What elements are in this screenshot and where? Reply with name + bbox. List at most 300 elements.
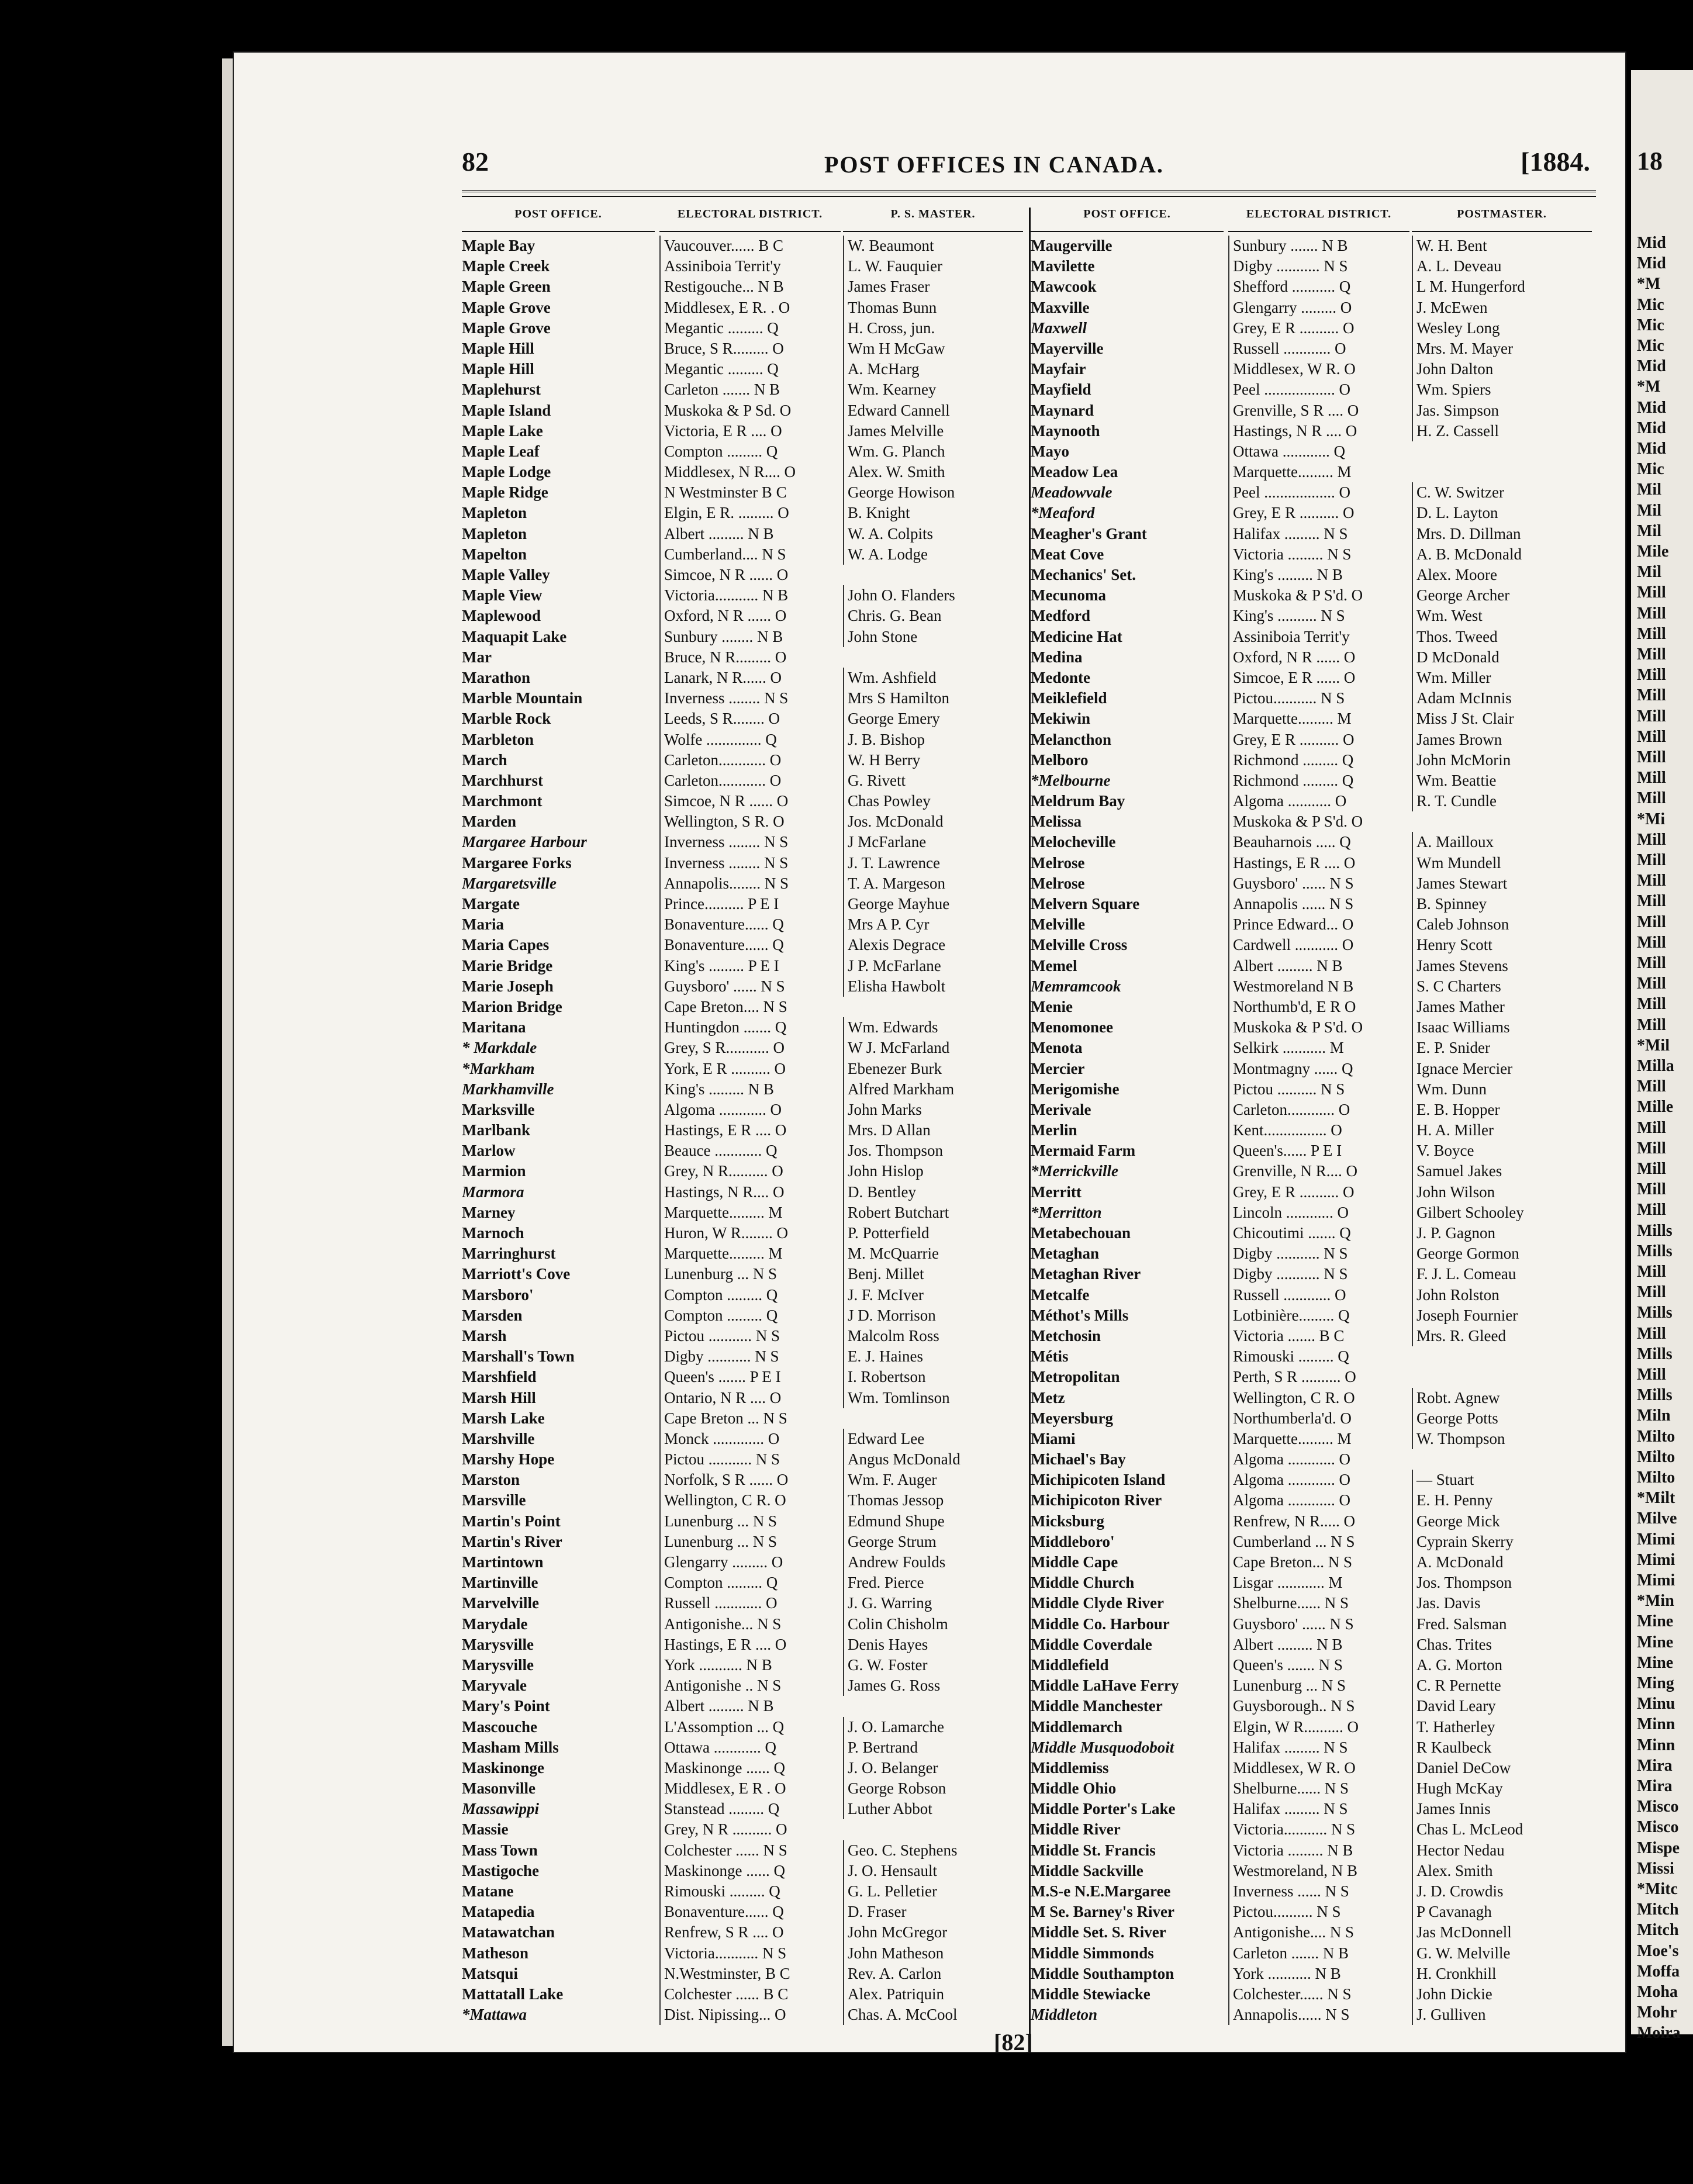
master-cell: Wm Mundell: [1412, 853, 1592, 873]
district-cell: Pictou .......... N S: [1228, 1079, 1409, 1100]
post-office-cell: Maynooth: [1031, 421, 1100, 440]
next-page-line: Mid: [1637, 440, 1666, 458]
table-row: [462, 647, 1023, 668]
district-cell: Inverness ........ N S: [659, 688, 841, 709]
table-row: [462, 503, 1023, 523]
table-row: [462, 585, 1023, 606]
table-row: [1031, 1737, 1592, 1758]
master-cell: John Wilson: [1412, 1182, 1592, 1202]
table-row: [462, 2005, 1023, 2025]
post-office-cell: Middle Porter's Lake: [1031, 1800, 1176, 1818]
master-cell: Edward Cannell: [843, 400, 1023, 421]
table-row: [1031, 1614, 1592, 1634]
district-cell: Renfrew, N R..... O: [1228, 1511, 1409, 1532]
master-cell: H. Cronkhill: [1412, 1964, 1592, 1984]
table-row: [462, 853, 1023, 873]
post-office-cell: Marie Joseph: [462, 977, 554, 995]
post-office-cell: Marbleton: [462, 730, 534, 748]
table-row: [1031, 318, 1592, 338]
district-cell: King's .......... N S: [1228, 606, 1409, 626]
post-office-cell: Metabechouan: [1031, 1224, 1131, 1242]
table-row: [462, 770, 1023, 791]
post-office-cell: Marnoch: [462, 1224, 524, 1242]
master-cell: H. Z. Cassell: [1412, 421, 1592, 441]
master-cell: John O. Flanders: [843, 585, 1023, 606]
master-cell: Daniel DeCow: [1412, 1758, 1592, 1778]
district-cell: Middlesex, N R.... O: [659, 462, 841, 482]
table-row: [462, 1614, 1023, 1634]
post-office-cell: *Markham: [462, 1059, 535, 1077]
next-page-line: Mic: [1637, 460, 1664, 479]
post-office-cell: Melissa: [1031, 813, 1082, 831]
post-office-cell: Maple Leaf: [462, 442, 540, 460]
next-page-line: Mimi: [1637, 1550, 1675, 1569]
next-page-line: Minn: [1637, 1736, 1675, 1754]
post-office-cell: Micksburg: [1031, 1512, 1105, 1530]
next-page-line: Mira: [1637, 1777, 1673, 1795]
master-cell: Mrs. D Allan: [843, 1120, 1023, 1141]
post-office-cell: *Mattawa: [462, 2006, 527, 2024]
table-row: [1031, 1552, 1592, 1573]
table-row: [1031, 1120, 1592, 1141]
post-office-cell: Metz: [1031, 1388, 1065, 1407]
table-row: [462, 1840, 1023, 1861]
next-page-line: Mill: [1637, 686, 1666, 705]
next-page-line: Mill: [1637, 872, 1666, 890]
district-cell: Halifax ......... N S: [1228, 1799, 1409, 1819]
master-cell: C. R Pernette: [1412, 1675, 1592, 1696]
post-office-cell: Marshville: [462, 1429, 535, 1447]
master-cell: Wm. G. Planch: [843, 441, 1023, 462]
table-row: [462, 1305, 1023, 1326]
master-cell: J McFarlane: [843, 832, 1023, 852]
master-cell: James Stevens: [1412, 956, 1592, 976]
next-page-line: Misco: [1637, 1798, 1679, 1816]
table-row: [462, 1593, 1023, 1613]
next-page-line: Mill: [1637, 645, 1666, 664]
district-cell: Simcoe, E R ...... O: [1228, 668, 1409, 688]
district-cell: Glengarry ......... O: [659, 1552, 841, 1573]
post-office-cell: Melville Cross: [1031, 936, 1128, 954]
district-cell: Dist. Nipissing... O: [659, 2005, 841, 2025]
next-page-line: Mohr: [1637, 2003, 1677, 2022]
table-row: [1031, 1059, 1592, 1079]
post-office-cell: Maynard: [1031, 401, 1094, 419]
master-cell: Benj. Millet: [843, 1264, 1023, 1284]
master-cell: John McMorin: [1412, 750, 1592, 770]
master-cell: James Stewart: [1412, 873, 1592, 894]
district-cell: Bonaventure...... Q: [659, 1902, 841, 1922]
district-cell: Victoria........... N S: [659, 1943, 841, 1964]
district-cell: Annapolis ...... N S: [1228, 894, 1409, 914]
district-cell: Marquette......... M: [1228, 462, 1409, 482]
post-office-cell: Marie Bridge: [462, 956, 553, 974]
post-office-cell: Middle Southampton: [1031, 1964, 1174, 1982]
district-cell: Grey, E R .......... O: [1228, 503, 1409, 523]
next-page-line: Misco: [1637, 1818, 1679, 1837]
master-cell: J D. Morrison: [843, 1305, 1023, 1326]
table-row: [462, 277, 1023, 297]
post-office-cell: Menomonee: [1031, 1018, 1113, 1036]
district-cell: Hastings, N R .... O: [1228, 421, 1409, 441]
district-cell: Ottawa ............ Q: [659, 1737, 841, 1758]
table-row: [462, 1881, 1023, 1902]
district-cell: Wellington, C R. O: [659, 1490, 841, 1511]
district-cell: Grey, S R........... O: [659, 1038, 841, 1058]
table-row: [462, 1429, 1023, 1449]
master-cell: George Mayhue: [843, 894, 1023, 914]
left-table: [462, 208, 1023, 2037]
district-cell: Digby ........... N S: [1228, 1243, 1409, 1264]
post-office-cell: Martin's Point: [462, 1512, 561, 1530]
page-year: [1884.: [1521, 147, 1590, 177]
table-row: [1031, 668, 1592, 688]
next-page-line: Moha: [1637, 1983, 1678, 2001]
master-cell: — Stuart: [1412, 1470, 1592, 1490]
table-row: [462, 1367, 1023, 1387]
post-office-cell: Maple Hill: [462, 360, 534, 378]
district-cell: Halifax ......... N S: [1228, 524, 1409, 544]
table-row: [1031, 1655, 1592, 1675]
table-row: [462, 1388, 1023, 1408]
master-cell: Edmund Shupe: [843, 1511, 1023, 1532]
table-row: [1031, 873, 1592, 894]
next-page-line: Mid: [1637, 234, 1666, 252]
table-row: [1031, 1243, 1592, 1264]
post-office-cell: Marsh: [462, 1326, 507, 1345]
district-cell: Elgin, E R. ......... O: [659, 503, 841, 523]
district-cell: Cumberland ... N S: [1228, 1532, 1409, 1552]
table-row: [462, 1717, 1023, 1737]
next-page-line: *M: [1637, 378, 1661, 396]
master-cell: H. Cross, jun.: [843, 318, 1023, 338]
district-cell: Albert ......... N B: [659, 524, 841, 544]
table-row: [462, 1182, 1023, 1202]
table-row: [1031, 1264, 1592, 1284]
table-row: [1031, 1593, 1592, 1613]
right-table: [1029, 208, 1592, 2037]
master-cell: John Matheson: [843, 1943, 1023, 1964]
post-office-cell: Marble Rock: [462, 710, 551, 728]
post-office-cell: Maple Ridge: [462, 483, 548, 502]
district-cell: Pictou.......... N S: [1228, 1902, 1409, 1922]
post-office-cell: Maple Bay: [462, 237, 535, 254]
table-row: [462, 873, 1023, 894]
post-office-cell: Mapleton: [462, 524, 527, 542]
table-row: [1031, 688, 1592, 709]
next-page-line: Mill: [1637, 1180, 1666, 1199]
next-page-line: Mile: [1637, 542, 1669, 561]
district-cell: Bonaventure...... Q: [659, 935, 841, 955]
district-cell: Lisgar ............ M: [1228, 1573, 1409, 1593]
col-head-post-office: POST OFFICE.: [462, 208, 655, 232]
post-office-cell: Meagher's Grant: [1031, 524, 1147, 542]
post-office-cell: Mayerville: [1031, 339, 1104, 357]
master-cell: J. O. Hensault: [843, 1861, 1023, 1881]
next-page-line: Mill: [1637, 974, 1666, 993]
table-row: [1031, 1305, 1592, 1326]
post-office-cell: Massie: [462, 1820, 509, 1839]
post-office-cell: Maplehurst: [462, 381, 541, 399]
post-office-cell: Mecunoma: [1031, 586, 1106, 604]
table-row: [462, 1861, 1023, 1881]
post-office-cell: Memramcook: [1031, 977, 1121, 995]
post-office-cell: Maple Grove: [462, 319, 551, 337]
next-page-line: Mill: [1637, 769, 1666, 787]
table-row: [462, 997, 1023, 1017]
district-cell: Marquette......... M: [1228, 709, 1409, 729]
table-row: [1031, 1161, 1592, 1181]
table-row: [1031, 1984, 1592, 2005]
district-cell: Albert ......... N B: [1228, 1634, 1409, 1655]
table-row: [462, 236, 1023, 256]
post-office-cell: Maquapit Lake: [462, 627, 567, 645]
post-office-cell: Maxwell: [1031, 319, 1087, 337]
table-row: [1031, 1388, 1592, 1408]
table-row: [1031, 1717, 1592, 1737]
master-cell: Thomas Bunn: [843, 298, 1023, 318]
district-cell: Stanstead ......... Q: [659, 1799, 841, 1819]
post-office-cell: Mayfield: [1031, 381, 1091, 399]
table-row: [1031, 811, 1592, 832]
table-row: [462, 935, 1023, 955]
district-cell: Grey, E R .......... O: [1228, 1182, 1409, 1202]
master-cell: J. G. Warring: [843, 1593, 1023, 1613]
district-cell: Russell ............ O: [1228, 338, 1409, 359]
table-row: [462, 688, 1023, 709]
next-page-line: Mill: [1637, 933, 1666, 952]
next-page-line: Moira: [1637, 2024, 1681, 2043]
district-cell: Megantic ......... Q: [659, 318, 841, 338]
district-cell: Westmoreland N B: [1228, 976, 1409, 997]
post-office-cell: Martin's River: [462, 1532, 562, 1550]
next-page-line: Mills: [1637, 1221, 1673, 1240]
district-cell: Muskoka & P S'd. O: [1228, 811, 1409, 832]
master-cell: W. Beaumont: [843, 236, 1023, 256]
district-cell: Russell ............ O: [1228, 1285, 1409, 1305]
table-row: [1031, 1634, 1592, 1655]
next-page-line: Mine: [1637, 1612, 1674, 1631]
master-cell: Chas. Trites: [1412, 1634, 1592, 1655]
next-page-line: Mill: [1637, 1139, 1666, 1157]
next-page-line: Mid: [1637, 398, 1666, 417]
table-row: [1031, 1922, 1592, 1943]
district-cell: Algoma ............ O: [1228, 1470, 1409, 1490]
district-cell: Huron, W R........ O: [659, 1223, 841, 1243]
post-office-cell: Maxville: [1031, 298, 1090, 316]
next-page-line: Mill: [1637, 583, 1666, 602]
post-office-cell: Michipicoten Island: [1031, 1471, 1166, 1489]
master-cell: Wm. Beattie: [1412, 770, 1592, 791]
next-page-line: *Milt: [1637, 1489, 1675, 1508]
master-cell: A. McHarg: [843, 359, 1023, 379]
district-cell: Maskinonge ...... Q: [659, 1861, 841, 1881]
master-cell: Malcolm Ross: [843, 1326, 1023, 1346]
table-row: [1031, 1799, 1592, 1819]
district-cell: Hastings, E R .... O: [1228, 853, 1409, 873]
post-office-cell: Merritt: [1031, 1183, 1082, 1201]
master-cell: Luther Abbot: [843, 1799, 1023, 1819]
master-cell: Angus McDonald: [843, 1449, 1023, 1470]
post-office-cell: Mattatall Lake: [462, 1985, 564, 2003]
post-office-cell: Matsqui: [462, 1964, 519, 1982]
master-cell: S. C Charters: [1412, 976, 1592, 997]
district-cell: Algoma ............ O: [1228, 1449, 1409, 1470]
post-office-cell: M.S-e N.E.Margaree: [1031, 1882, 1171, 1900]
district-cell: Bruce, S R......... O: [659, 338, 841, 359]
table-row: [462, 1819, 1023, 1840]
district-cell: Muskoka & P S'd. O: [1228, 1017, 1409, 1038]
master-cell: Ebenezer Burk: [843, 1059, 1023, 1079]
post-office-cell: Marshfield: [462, 1368, 537, 1386]
district-cell: Marquette......... M: [659, 1243, 841, 1264]
post-office-cell: Marshall's Town: [462, 1347, 575, 1366]
district-cell: Grenville, N R.... O: [1228, 1161, 1409, 1181]
master-cell: D. L. Layton: [1412, 503, 1592, 523]
table-row: [1031, 338, 1592, 359]
table-row: [1031, 1038, 1592, 1058]
post-office-cell: Mechanics' Set.: [1031, 566, 1136, 583]
table-row: [462, 1655, 1023, 1675]
district-cell: Digby ........... N S: [659, 1346, 841, 1367]
district-cell: Hastings, E R .... O: [659, 1120, 841, 1141]
next-page-line: Mill: [1637, 830, 1666, 849]
district-cell: Muskoka & P Sd. O: [659, 400, 841, 421]
master-cell: Robt. Agnew: [1412, 1388, 1592, 1408]
district-cell: York, E R .......... O: [659, 1059, 841, 1079]
table-row: [462, 462, 1023, 482]
master-cell: Thos. Tweed: [1412, 627, 1592, 647]
post-office-cell: Méthot's Mills: [1031, 1306, 1129, 1324]
table-row: [462, 565, 1023, 585]
post-office-cell: Metcalfe: [1031, 1285, 1090, 1304]
page-title: POST OFFICES IN CANADA.: [824, 151, 1164, 178]
master-cell: Miss J St. Clair: [1412, 709, 1592, 729]
next-page-line: Mid: [1637, 254, 1666, 273]
post-office-cell: Meat Cove: [1031, 545, 1104, 563]
district-cell: Antigonishe... N S: [659, 1614, 841, 1634]
master-cell: Wm. Tomlinson: [843, 1388, 1023, 1408]
district-cell: N Westminster B C: [659, 482, 841, 503]
table-row: [462, 1964, 1023, 1984]
master-cell: Edward Lee: [843, 1429, 1023, 1449]
master-cell: H. A. Miller: [1412, 1120, 1592, 1141]
master-cell: John Stone: [843, 627, 1023, 647]
col-head-electoral-district: ELECTORAL DISTRICT.: [659, 208, 841, 232]
master-cell: Fred. Salsman: [1412, 1614, 1592, 1634]
post-office-cell: Middle Musquodoboit: [1031, 1738, 1174, 1756]
post-office-cell: Maple Island: [462, 401, 551, 419]
district-cell: Ottawa ............ Q: [1228, 441, 1409, 462]
master-cell: Isaac Williams: [1412, 1017, 1592, 1038]
table-row: [1031, 256, 1592, 277]
district-cell: Annapolis........ N S: [659, 873, 841, 894]
master-cell: Hector Nedau: [1412, 1840, 1592, 1861]
table-row: [462, 256, 1023, 277]
post-office-cell: Merigomishe: [1031, 1080, 1120, 1098]
post-office-cell: Marlbank: [462, 1121, 531, 1139]
post-office-cell: Marmion: [462, 1162, 526, 1180]
next-page-line: Milto: [1637, 1427, 1675, 1446]
district-cell: Richmond ......... Q: [1228, 750, 1409, 770]
post-office-cell: Métis: [1031, 1347, 1069, 1366]
next-page-line: Milla: [1637, 1057, 1674, 1075]
post-office-cell: Marmora: [462, 1183, 524, 1201]
district-cell: Huntingdon ....... Q: [659, 1017, 841, 1038]
table-row: [1031, 976, 1592, 997]
post-office-cell: Michipicoton River: [1031, 1491, 1162, 1509]
table-row: [1031, 1202, 1592, 1223]
district-cell: Colchester ...... N S: [659, 1840, 841, 1861]
table-row: [1031, 832, 1592, 852]
master-cell: Wesley Long: [1412, 318, 1592, 338]
master-cell: Cyprain Skerry: [1412, 1532, 1592, 1552]
district-cell: Peel .................. O: [1228, 379, 1409, 400]
next-page-line: *M: [1637, 275, 1661, 293]
master-cell: Mrs. M. Mayer: [1412, 338, 1592, 359]
next-page-line: Ming: [1637, 1674, 1674, 1692]
post-office-cell: Marysville: [462, 1656, 534, 1674]
table-row: [1031, 1100, 1592, 1120]
next-page-line: Mitch: [1637, 1900, 1679, 1919]
post-office-cell: Mermaid Farm: [1031, 1142, 1136, 1160]
master-cell: J. D. Crowdis: [1412, 1881, 1592, 1902]
post-office-cell: Middle LaHave Ferry: [1031, 1677, 1179, 1695]
next-page-line: Moe's: [1637, 1941, 1679, 1960]
table-row: [462, 894, 1023, 914]
post-office-cell: Markhamville: [462, 1080, 554, 1098]
post-office-cell: Middle Manchester: [1031, 1697, 1163, 1715]
district-cell: Beauce ............ Q: [659, 1141, 841, 1161]
next-page-line: Mispe: [1637, 1839, 1680, 1857]
table-row: [462, 709, 1023, 729]
next-page-line: Mitch: [1637, 1921, 1679, 1940]
post-office-cell: Matawatchan: [462, 1923, 555, 1941]
district-cell: Wellington, S R. O: [659, 811, 841, 832]
table-row: [462, 791, 1023, 811]
master-cell: D. Fraser: [843, 1902, 1023, 1922]
district-cell: Selkirk ........... M: [1228, 1038, 1409, 1058]
post-office-cell: Marsden: [462, 1306, 523, 1324]
next-page-line: Mill: [1637, 624, 1666, 643]
table-row: [462, 730, 1023, 750]
post-office-cell: Marble Mountain: [462, 689, 583, 707]
post-office-cell: Maple Green: [462, 278, 551, 296]
master-cell: Wm. Edwards: [843, 1017, 1023, 1038]
master-cell: Ignace Mercier: [1412, 1059, 1592, 1079]
table-row: [1031, 1182, 1592, 1202]
table-row: [1031, 400, 1592, 421]
post-office-cell: Maple Lodge: [462, 463, 551, 481]
post-office-cell: Marvelville: [462, 1594, 539, 1612]
post-office-cell: Memel: [1031, 956, 1077, 974]
district-cell: Russell ............ O: [659, 1593, 841, 1613]
master-cell: George Mick: [1412, 1511, 1592, 1532]
table-row: [1031, 1778, 1592, 1799]
table-row: [1031, 1367, 1592, 1387]
district-cell: Lotbinière......... Q: [1228, 1305, 1409, 1326]
master-cell: George Gormon: [1412, 1243, 1592, 1264]
table-row: [462, 1490, 1023, 1511]
master-cell: L. W. Fauquier: [843, 256, 1023, 277]
district-cell: Prince Edward... O: [1228, 914, 1409, 935]
master-cell: G. L. Pelletier: [843, 1881, 1023, 1902]
table-row: [1031, 441, 1592, 462]
post-office-cell: Margate: [462, 895, 520, 913]
table-row: [462, 1532, 1023, 1552]
post-office-cell: Maple Creek: [462, 257, 550, 275]
post-office-cell: Matapedia: [462, 1903, 535, 1921]
